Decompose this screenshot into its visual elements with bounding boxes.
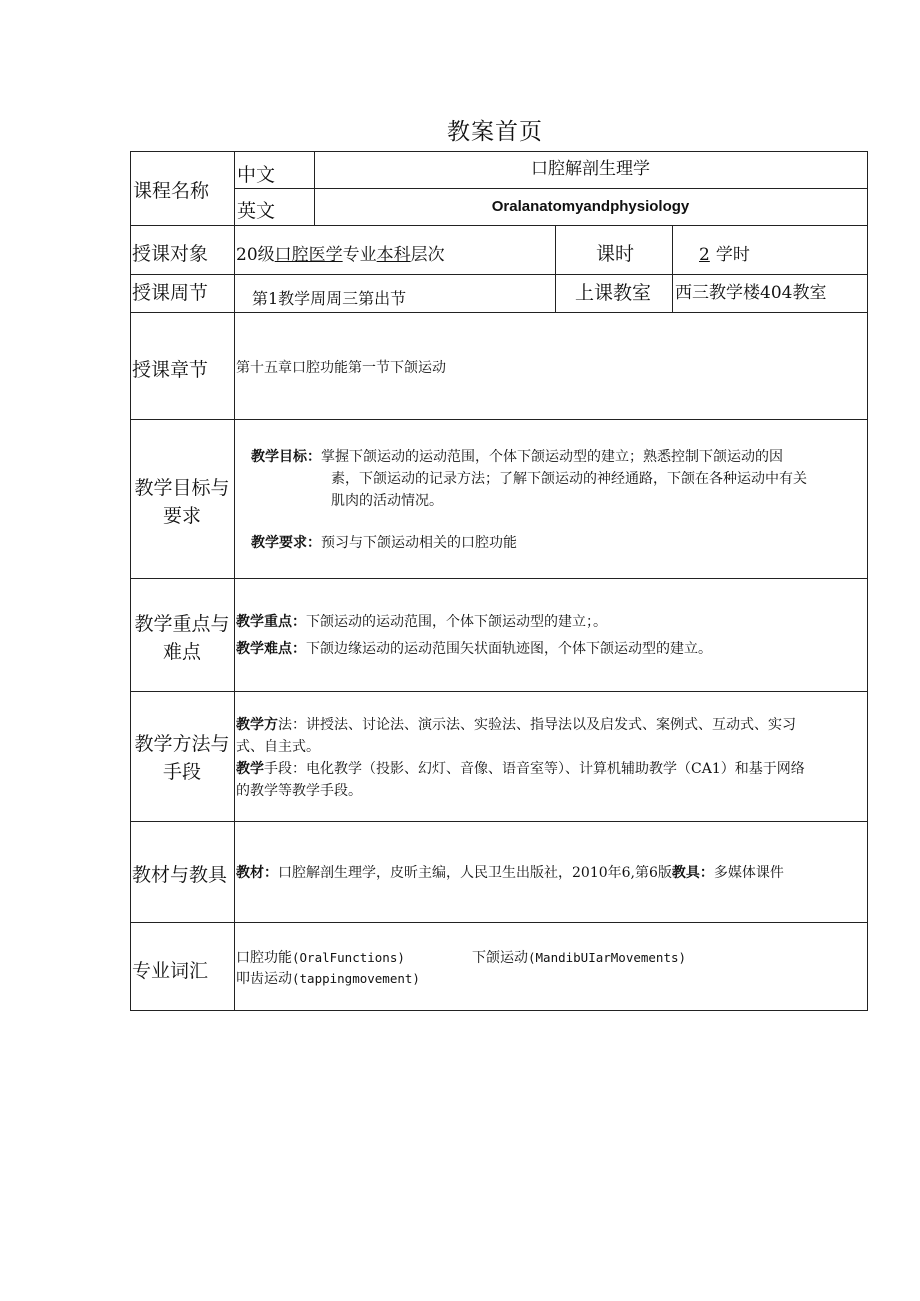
audience-prefix: 20级 [236,245,275,265]
objectives-label: 教学目标与 要求 [134,477,230,527]
key-points-label: 教学重点与 难点 [134,613,230,663]
audience-suffix: 层次 [410,245,445,265]
methods-label: 教学方法与 手段 [134,733,230,783]
audience-middle: 专业 [342,245,377,265]
hours-value [699,240,750,265]
room-value: 西三教学楼404教室 [675,283,827,303]
materials-label: 教材与教具 [132,864,228,886]
zh-label: 中文 [237,164,276,186]
audience-level: 本科 [376,245,411,265]
audience-major: 口腔医学 [274,245,343,265]
focus-key: 教学重点： [236,614,306,630]
hours-label: 课时 [596,243,635,265]
room-label: 上课教室 [575,282,652,304]
schedule-label: 授课周节 [132,282,209,304]
materials-text: 教材：口腔解剖生理学，皮昕主编，人民卫生出版社，2010年6,第6版教具：多媒体课件 [236,865,784,881]
req-key: 教学要求： [251,535,321,551]
textbook-key: 教材： [236,865,278,881]
audience-value [236,240,445,265]
hours-unit: 学时 [715,245,750,265]
course-name-zh: 口腔解剖生理学 [531,159,650,179]
methods-text: 教学方法：讲授法、讨论法、演示法、实验法、指导法以及启发式、案例式、互动式、实习 式、自主式。 教学手段：电化教学（投影、幻灯、音像、语音室等）、计算机辅助教学（CA1）和基于网络 的教学等教学手段。 [236,717,805,799]
chapter-label: 授课章节 [132,359,209,381]
key-points-focus: 教学重点：下颌运动的运动范围，个体下颌运动型的建立；。 [236,614,607,630]
page-title: 教案首页 [447,119,543,145]
objectives-goal: 教学目标：掌握下颌运动的运动范围，个体下颌运动型的建立；熟悉控制下颌运动的因 素，下颌运动的记录方法；了解下颌运动的神经通路，下颌在各种运动中有关 肌肉的活动情况。 [251,449,807,509]
objectives-requirement: 教学要求：预习与下颌运动相关的口腔功能 [251,535,517,551]
difficulty-key: 教学难点： [236,641,306,657]
vocabulary-term-2: 下颌运动(MandibUIarMovements) [472,950,687,966]
vocabulary-term-3: 叩齿运动(tappingmovement) [236,971,420,987]
vocabulary-term-1: 口腔功能(OralFunctions) [236,950,405,966]
vocabulary-label: 专业词汇 [132,960,209,982]
schedule-value: 第1教学周周三第出节 [252,289,407,308]
en-label: 英文 [237,200,276,222]
audience-label: 授课对象 [132,243,209,265]
goal-key: 教学目标： [251,449,321,465]
tools-key: 教具： [671,865,714,881]
chapter-value: 第十五章口腔功能第一节下颌运动 [236,360,446,376]
key-points-difficulty: 教学难点：下颌边缘运动的运动范围矢状面轨迹图，个体下颌运动型的建立。 [236,641,712,657]
course-name-en: Oralanatomyandphysiology [491,198,690,215]
course-name-label: 课程名称 [133,180,210,202]
hours-number: 2 [699,245,710,265]
